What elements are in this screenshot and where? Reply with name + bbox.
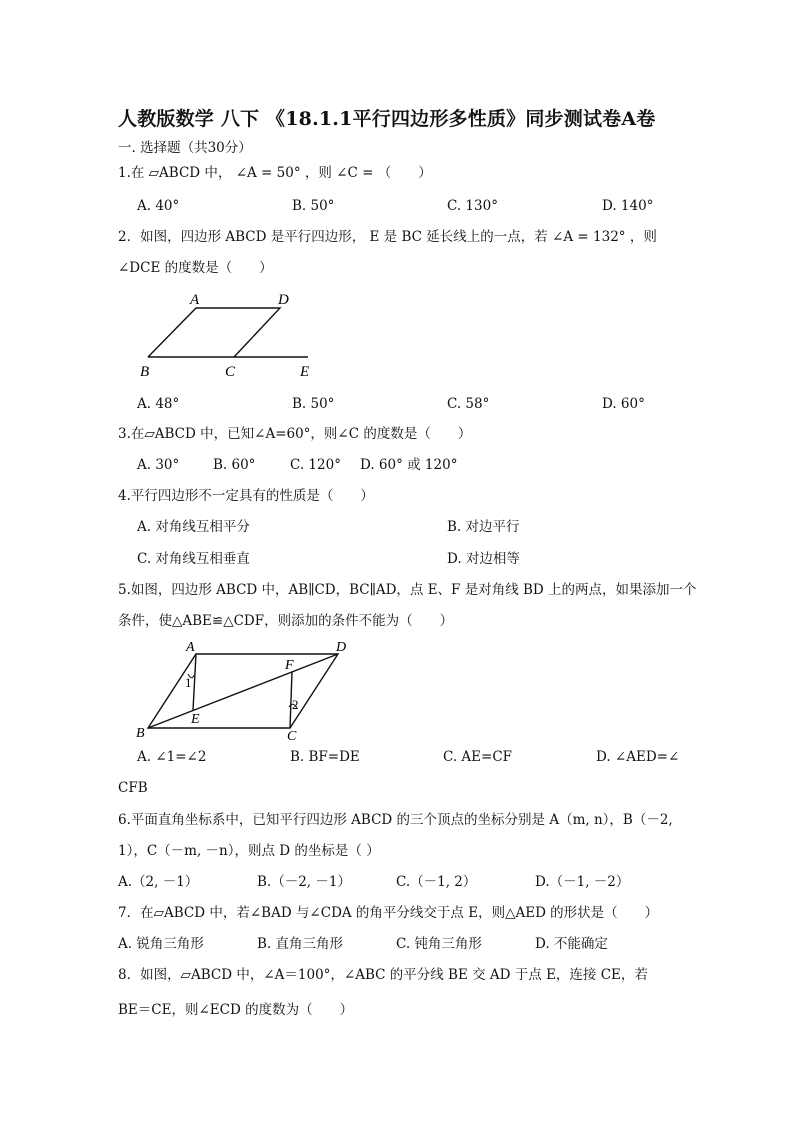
q2-label-e: E bbox=[300, 364, 310, 380]
q3-option-a[interactable]: A. 30° bbox=[137, 457, 180, 473]
q2-option-a[interactable]: A. 48° bbox=[137, 396, 180, 412]
q5-option-d-continuation: CFB bbox=[118, 780, 148, 796]
q1-option-d[interactable]: D. 140° bbox=[602, 198, 654, 214]
q6-stem-line2: 1），C（－m, －n），则点 D 的坐标是（ ） bbox=[118, 843, 380, 859]
q1-stem: 1.在 ▱ABCD 中， ∠A = 50° ，则 ∠C = （ ） bbox=[118, 165, 432, 181]
q3-option-b[interactable]: B. 60° bbox=[213, 457, 256, 473]
q6-option-b[interactable]: B.（－2, －1） bbox=[257, 874, 351, 890]
q5-option-d[interactable]: D. ∠AED=∠ bbox=[596, 749, 680, 765]
q6-stem-line1: 6.平面直角坐标系中，已知平行四边形 ABCD 的三个顶点的坐标分别是 A（m, n），B（－2, bbox=[118, 812, 673, 828]
q2-label-c: C bbox=[225, 364, 236, 380]
q3-option-d[interactable]: D. 60° 或 120° bbox=[360, 457, 458, 473]
q4-option-b[interactable]: B. 对边平行 bbox=[447, 519, 520, 535]
q6-option-c[interactable]: C.（－1, 2） bbox=[396, 874, 477, 890]
q5-diagonal-bd bbox=[148, 654, 338, 728]
q7-option-a[interactable]: A. 锐角三角形 bbox=[118, 936, 204, 952]
q5-option-b[interactable]: B. BF=DE bbox=[290, 749, 360, 765]
q5-label-c: C bbox=[287, 729, 297, 743]
q4-stem: 4.平行四边形不一定具有的性质是（ ） bbox=[118, 488, 374, 504]
section-heading: 一. 选择题（共30分） bbox=[118, 140, 252, 156]
q5-label-angle2: 2 bbox=[292, 697, 299, 712]
q5-stem-line2: 条件，使△ABE≌△CDF，则添加的条件不能为（ ） bbox=[118, 613, 454, 629]
q7-option-c[interactable]: C. 钝角三角形 bbox=[396, 936, 482, 952]
q3-option-c[interactable]: C. 120° bbox=[290, 457, 341, 473]
q1-option-a[interactable]: A. 40° bbox=[137, 198, 180, 214]
q7-stem: 7．在▱ABCD 中，若∠BAD 与∠CDA 的角平分线交于点 E，则△AED 的形状是（ ） bbox=[118, 905, 659, 921]
q2-line-bd bbox=[148, 308, 280, 357]
q4-option-d[interactable]: D. 对边相等 bbox=[447, 551, 520, 567]
q2-option-b[interactable]: B. 50° bbox=[292, 396, 335, 412]
q7-option-b[interactable]: B. 直角三角形 bbox=[257, 936, 344, 952]
q2-label-b: B bbox=[140, 364, 150, 380]
q5-label-a: A bbox=[186, 640, 195, 655]
q8-stem-line1: 8．如图，▱ABCD 中，∠A＝100°，∠ABC 的平分线 BE 交 AD 于点 E，连接 CE，若 bbox=[118, 967, 648, 983]
q2-option-d[interactable]: D. 60° bbox=[602, 396, 645, 412]
page-title: 人教版数学 八下 《18.1.1平行四边形多性质》同步测试卷A卷 bbox=[118, 108, 656, 130]
q5-option-c[interactable]: C. AE=CF bbox=[443, 749, 513, 765]
q5-label-f: F bbox=[285, 658, 294, 673]
q6-option-a[interactable]: A.（2, －1） bbox=[118, 874, 199, 890]
q3-stem: 3.在▱ABCD 中，已知∠A=60°，则∠C 的度数是（ ） bbox=[118, 426, 472, 442]
q5-parallelogram-figure bbox=[130, 637, 355, 743]
q2-option-c[interactable]: C. 58° bbox=[447, 396, 490, 412]
q5-option-a[interactable]: A. ∠1=∠2 bbox=[137, 749, 207, 765]
q5-label-angle1: 1 bbox=[185, 675, 192, 690]
q4-option-c[interactable]: C. 对角线互相垂直 bbox=[137, 551, 250, 567]
q5-label-e: E bbox=[191, 712, 200, 727]
q5-stem-line1: 5.如图，四边形 ABCD 中，AB∥CD，BC∥AD，点 E、F 是对角线 BD 上的两点，如果添加一个 bbox=[118, 582, 697, 598]
q1-option-b[interactable]: B. 50° bbox=[292, 198, 335, 214]
q8-stem-line2: BE＝CE，则∠ECD 的度数为（ ） bbox=[118, 1002, 354, 1018]
q1-option-c[interactable]: C. 130° bbox=[447, 198, 498, 214]
q7-option-d[interactable]: D. 不能确定 bbox=[535, 936, 608, 952]
q2-label-d: D bbox=[278, 292, 289, 308]
q2-label-a: A bbox=[190, 292, 200, 308]
q2-parallelogram-figure bbox=[130, 286, 330, 382]
q4-option-a[interactable]: A. 对角线互相平分 bbox=[137, 519, 250, 535]
q2-stem-line2: ∠DCE 的度数是（ ） bbox=[118, 260, 273, 276]
q5-segment-ae bbox=[193, 654, 196, 710]
q5-label-b: B bbox=[136, 726, 145, 741]
q2-stem-line1: 2．如图，四边形 ABCD 是平行四边形， E 是 BC 延长线上的一点，若 ∠A = 132° ，则 bbox=[118, 229, 657, 245]
q6-option-d[interactable]: D.（－1, －2） bbox=[535, 874, 630, 890]
q5-label-d: D bbox=[336, 640, 347, 655]
